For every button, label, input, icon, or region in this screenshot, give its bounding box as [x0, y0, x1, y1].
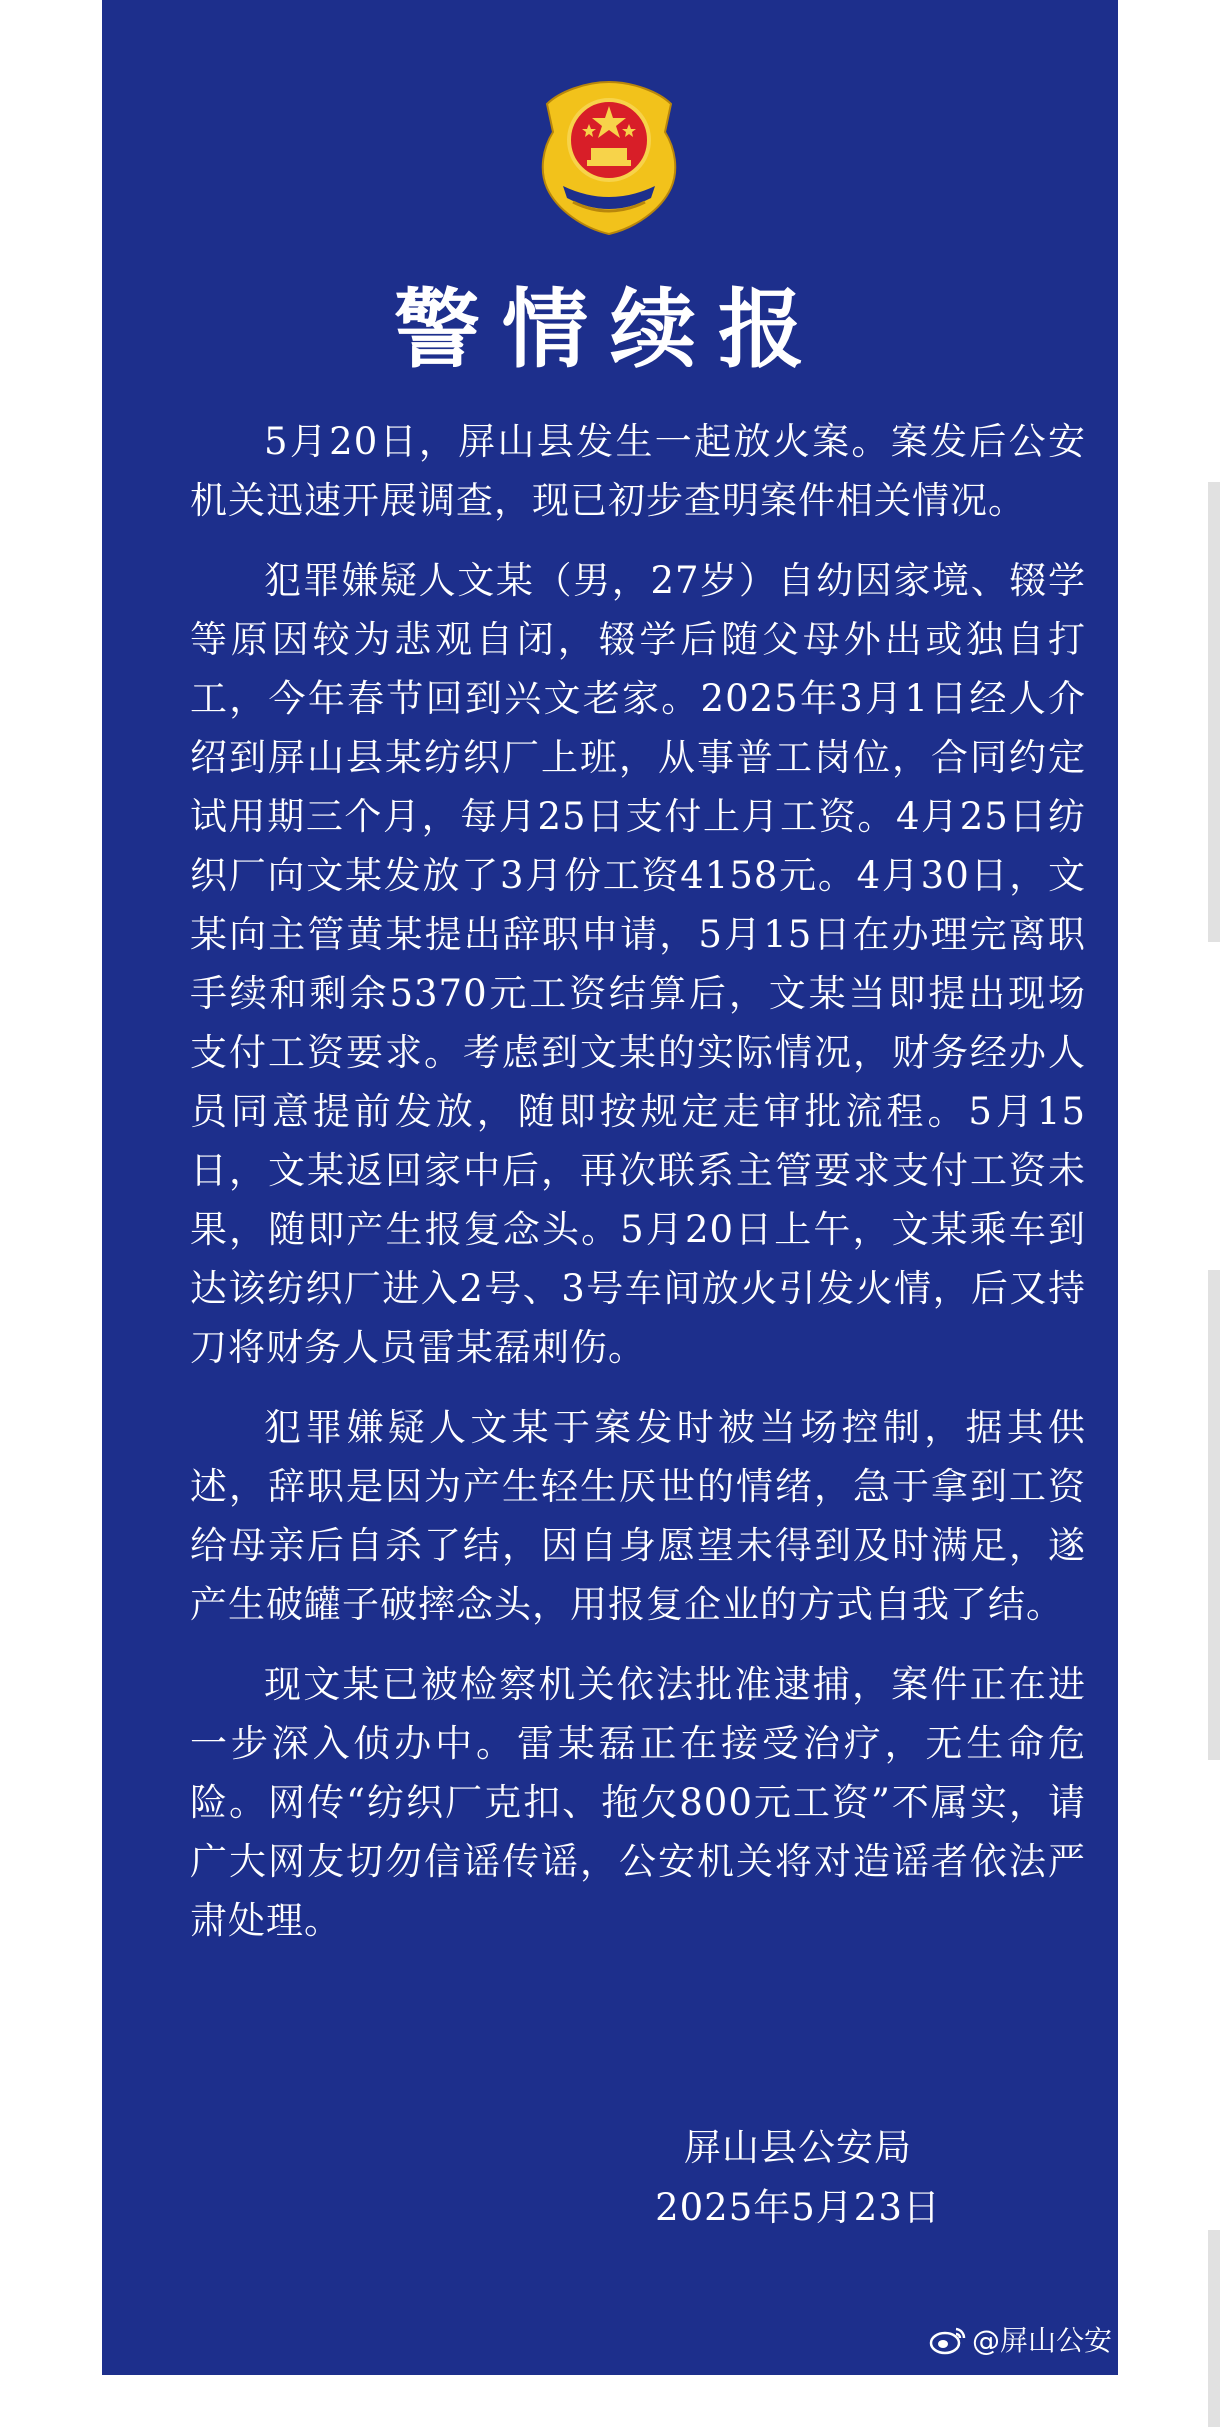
- scrollbar-thumb[interactable]: [1208, 2230, 1220, 2427]
- notice-title: 警情续报: [394, 279, 826, 380]
- police-emblem-icon: [533, 78, 685, 238]
- watermark: [928, 2319, 1112, 2359]
- notice-body: [190, 412, 1086, 1971]
- paragraph: 犯罪嫌疑人文某（男，27岁）自幼因家境、辍学等原因较为悲观自闭，辍学后随父母外出或独自打工，今年春节回到兴文老家。2025年3月1日经人介绍到屏山县某纺织厂上班，从事普工岗位，合同约定试用期三个月，每月25日支付上月工资。4月25日纺织厂向文某发放了3月份工资4158元。4月30日，文某向主管黄某提出辞职申请，5月15日在办理完离职手续和剩余5370元工资结算后，文某当即提出现场支付工资要求。考虑到文某的实际情况，财务经办人员同意提前发放，随即按规定走审批流程。5月15日，文某返回家中后，再次联系主管要求支付工资未果，随即产生报复念头。5月20日上午，文某乘车到达该纺织厂进入2号、3号车间放火引发火情，后又持刀将财务人员雷某磊刺伤。: [190, 559, 1086, 1369]
- weibo-icon: [928, 2323, 968, 2355]
- scrollbar-thumb[interactable]: [1208, 1270, 1220, 1760]
- signature-org: 屏山县公安局: [684, 2126, 912, 2169]
- paragraph: 5月20日，屏山县发生一起放火案。案发后公安机关迅速开展调查，现已初步查明案件相关情况。: [190, 420, 1086, 522]
- watermark-text: @屏山公安: [971, 2324, 1112, 2357]
- scrollbar-thumb[interactable]: [1208, 482, 1220, 942]
- signature-date: 2025年5月23日: [655, 2186, 941, 2229]
- paragraph: 现文某已被检察机关依法批准逮捕，案件正在进一步深入侦办中。雷某磊正在接受治疗，无生命危险。网传“纺织厂克扣、拖欠800元工资”不属实，请广大网友切勿信谣传谣，公安机关将对造谣者依法严肃处理。: [190, 1663, 1086, 1942]
- police-notice: [102, 0, 1118, 2375]
- paragraph: 犯罪嫌疑人文某于案发时被当场控制，据其供述，辞职是因为产生轻生厌世的情绪，急于拿到工资给母亲后自杀了结，因自身愿望未得到及时满足，遂产生破罐子破摔念头，用报复企业的方式自我了结。: [190, 1406, 1086, 1626]
